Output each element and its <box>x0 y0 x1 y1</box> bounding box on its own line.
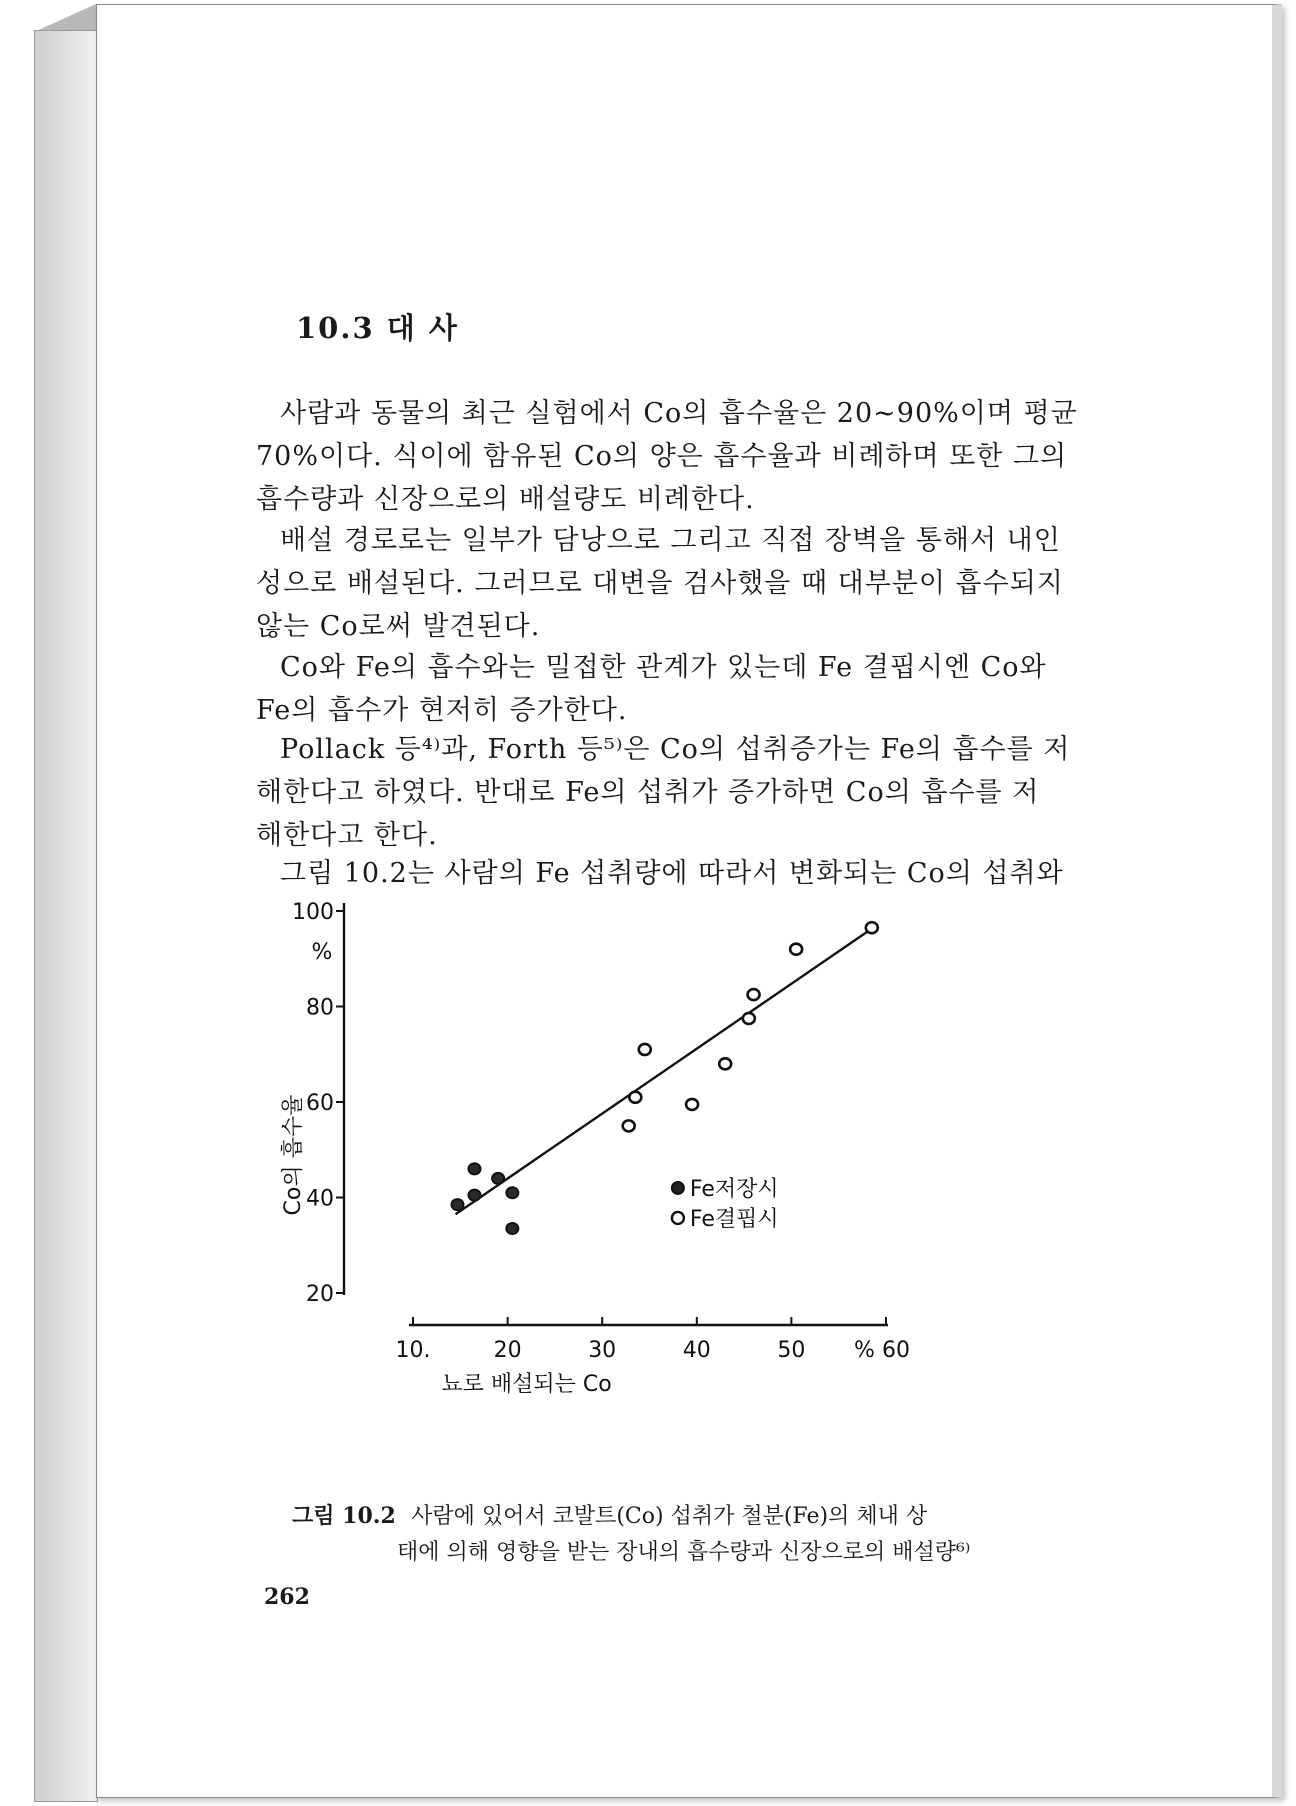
x-axis-label: 뇨로 배설되는 Co <box>441 1372 612 1397</box>
text-line: Pollack 등⁴⁾과, Forth 등⁵⁾은 Co의 섭취증가는 Fe의 흡수를 저 <box>280 734 1071 765</box>
trend-line <box>456 925 877 1214</box>
data-point-fe-deficiency <box>866 922 878 933</box>
data-point-fe-deficiency <box>719 1058 731 1069</box>
y-tick-label: 20 <box>306 1282 334 1307</box>
data-point-fe-deficiency <box>790 944 802 955</box>
y-axis-label: Co의 흡수율 <box>281 1094 306 1216</box>
book-spine-top <box>34 4 96 32</box>
paragraph-4 <box>256 728 1160 857</box>
data-point-fe-deficiency <box>686 1099 698 1110</box>
legend-label: Fe저장시 <box>689 1176 779 1202</box>
text-line: 성으로 배설된다. 그러므로 대변을 검사했을 때 대부분이 흡수되지 <box>256 568 1064 599</box>
data-point-fe-storage <box>506 1223 518 1234</box>
text-line: 흡수량과 신장으로의 배설량도 비례한다. <box>256 484 755 515</box>
chart-legend <box>672 1177 779 1232</box>
data-point-fe-deficiency <box>639 1044 651 1055</box>
chart-ticks <box>292 900 910 1363</box>
data-point-fe-deficiency <box>748 989 760 1000</box>
text-line: 사람과 동물의 최근 실험에서 Co의 흡수율은 20∼90%이며 평균 <box>280 398 1078 429</box>
x-tick-label: 30 <box>588 1338 617 1363</box>
data-point-fe-deficiency <box>743 1013 755 1024</box>
y-unit-label: % <box>311 940 333 965</box>
legend-marker-hollow <box>672 1212 684 1224</box>
caption-line-2: 태에 의해 영향을 받는 장내의 흡수량과 신장으로의 배설량⁶⁾ <box>397 1540 971 1565</box>
book-spine <box>34 30 98 1802</box>
data-point-fe-storage <box>492 1173 504 1184</box>
data-point-fe-storage <box>506 1187 518 1198</box>
paragraph-5 <box>256 852 1160 895</box>
text-line: Fe의 흡수가 현저히 증가한다. <box>256 695 628 726</box>
text-line: 그림 10.2는 사람의 Fe 섭취량에 따라서 변화되는 Co의 섭취와 <box>280 858 1064 889</box>
paragraph-1 <box>256 392 1160 521</box>
caption-label: 그림 10.2 <box>292 1503 396 1529</box>
caption-line-1: 사람에 있어서 코발트(Co) 섭취가 철분(Fe)의 체내 상 <box>411 1504 928 1529</box>
data-point-fe-storage <box>451 1199 463 1210</box>
scatter-chart <box>281 900 1080 1490</box>
text-line: 배설 경로로는 일부가 담낭으로 그리고 직접 장벽을 통해서 내인 <box>280 525 1061 556</box>
paragraph-3 <box>256 646 1160 732</box>
data-point-fe-storage <box>468 1190 480 1201</box>
data-point-fe-deficiency <box>629 1092 641 1103</box>
page-number: 262 <box>264 1584 310 1610</box>
data-point-fe-deficiency <box>623 1120 635 1131</box>
data-point-fe-storage <box>468 1163 480 1174</box>
x-tick-label: 20 <box>493 1338 522 1363</box>
text-line: 않는 Co로써 발견된다. <box>256 611 541 642</box>
x-tick-label: 10. <box>395 1338 431 1363</box>
y-tick-label: 80 <box>306 995 334 1021</box>
x-tick-label: % 60 <box>854 1338 910 1363</box>
chart-axes <box>344 903 888 1325</box>
y-tick-label: 40 <box>306 1186 334 1212</box>
text-line: 해한다고 한다. <box>256 820 438 851</box>
y-tick-label: 100 <box>292 900 334 925</box>
section-title: 10.3 대 사 <box>296 311 459 345</box>
paragraph-2 <box>256 519 1160 648</box>
figure-caption <box>292 1498 970 1571</box>
legend-label: Fe결핍시 <box>689 1206 779 1232</box>
x-tick-label: 40 <box>682 1338 711 1363</box>
text-line: 70%이다. 식이에 함유된 Co의 양은 흡수율과 비례하며 또한 그의 <box>256 441 1068 472</box>
x-tick-label: 50 <box>777 1338 806 1363</box>
legend-marker-filled <box>672 1182 684 1194</box>
text-line: Co와 Fe의 흡수와는 밀접한 관계가 있는데 Fe 결핍시엔 Co와 <box>280 652 1047 683</box>
text-line: 해한다고 하였다. 반대로 Fe의 섭취가 증가하면 Co의 흡수를 저 <box>256 777 1040 808</box>
y-tick-label: 60 <box>306 1091 334 1116</box>
